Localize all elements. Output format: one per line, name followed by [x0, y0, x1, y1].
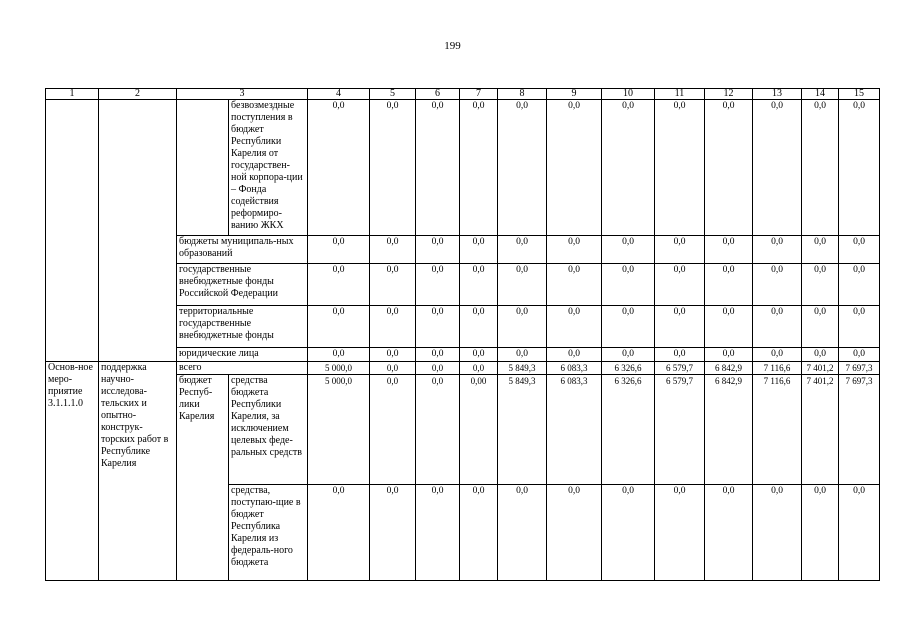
value-cell: 0,0 — [416, 236, 460, 264]
empty-cell — [177, 100, 229, 236]
header-cell: 14 — [802, 89, 839, 100]
row-label: юридические лица — [177, 348, 308, 362]
value-cell: 0,0 — [802, 485, 839, 581]
value-cell: 0,0 — [753, 100, 802, 236]
value-cell: 6 579,7 — [655, 375, 705, 485]
row-label: всего — [177, 362, 308, 375]
budget-label: бюджет Респуб-лики Карелия — [177, 375, 229, 581]
value-cell: 0,0 — [602, 306, 655, 348]
value-cell: 0,0 — [370, 306, 416, 348]
value-cell: 7 116,6 — [753, 375, 802, 485]
header-cell: 12 — [705, 89, 753, 100]
value-cell: 0,0 — [547, 236, 602, 264]
value-cell: 0,0 — [308, 100, 370, 236]
value-cell: 0,0 — [498, 100, 547, 236]
value-cell: 0,0 — [308, 264, 370, 306]
value-cell: 0,0 — [753, 236, 802, 264]
row-label: бюджеты муниципаль-ных образований — [177, 236, 308, 264]
value-cell: 0,0 — [547, 306, 602, 348]
value-cell: 0,0 — [498, 348, 547, 362]
value-cell: 0,0 — [705, 485, 753, 581]
value-cell: 0,0 — [802, 264, 839, 306]
value-cell: 0,0 — [655, 348, 705, 362]
value-cell: 7 116,6 — [753, 362, 802, 375]
value-cell: 0,0 — [705, 306, 753, 348]
empty-cell — [46, 100, 99, 362]
value-cell: 6 842,9 — [705, 375, 753, 485]
value-cell: 0,0 — [547, 100, 602, 236]
value-cell: 0,0 — [602, 485, 655, 581]
value-cell: 0,0 — [547, 348, 602, 362]
value-cell: 0,0 — [802, 348, 839, 362]
value-cell: 0,0 — [547, 485, 602, 581]
value-cell: 0,0 — [655, 485, 705, 581]
header-cell: 7 — [460, 89, 498, 100]
value-cell: 0,0 — [498, 236, 547, 264]
value-cell: 0,0 — [308, 348, 370, 362]
value-cell: 0,0 — [705, 264, 753, 306]
value-cell: 0,0 — [416, 100, 460, 236]
value-cell: 0,0 — [753, 485, 802, 581]
value-cell: 0,0 — [416, 306, 460, 348]
row-label: государственные внебюджетные фонды Российской Федерации — [177, 264, 308, 306]
value-cell: 0,0 — [416, 348, 460, 362]
header-cell: 2 — [99, 89, 177, 100]
value-cell: 0,0 — [839, 306, 880, 348]
value-cell: 0,0 — [839, 348, 880, 362]
header-cell: 3 — [177, 89, 308, 100]
value-cell: 0,0 — [547, 264, 602, 306]
header-cell: 4 — [308, 89, 370, 100]
value-cell: 0,0 — [460, 264, 498, 306]
value-cell: 0,0 — [802, 100, 839, 236]
value-cell: 5 000,0 — [308, 375, 370, 485]
value-cell: 0,0 — [370, 362, 416, 375]
header-cell: 11 — [655, 89, 705, 100]
value-cell: 0,0 — [370, 264, 416, 306]
value-cell: 0,0 — [416, 264, 460, 306]
table-row — [46, 100, 880, 236]
value-cell: 0,0 — [416, 375, 460, 485]
value-cell: 0,0 — [655, 306, 705, 348]
value-cell: 0,0 — [460, 100, 498, 236]
header-row — [46, 89, 880, 100]
value-cell: 0,00 — [460, 375, 498, 485]
budget-table — [45, 88, 880, 581]
header-cell: 5 — [370, 89, 416, 100]
value-cell: 0,0 — [370, 100, 416, 236]
value-cell: 5 000,0 — [308, 362, 370, 375]
value-cell: 0,0 — [370, 485, 416, 581]
value-cell: 6 083,3 — [547, 362, 602, 375]
value-cell: 0,0 — [308, 236, 370, 264]
value-cell: 0,0 — [802, 236, 839, 264]
value-cell: 0,0 — [460, 362, 498, 375]
header-cell: 13 — [753, 89, 802, 100]
value-cell: 0,0 — [498, 485, 547, 581]
value-cell: 0,0 — [602, 264, 655, 306]
value-cell: 0,0 — [498, 264, 547, 306]
header-cell: 15 — [839, 89, 880, 100]
value-cell: 0,0 — [602, 100, 655, 236]
value-cell: 6 842,9 — [705, 362, 753, 375]
value-cell: 7 697,3 — [839, 375, 880, 485]
value-cell: 7 401,2 — [802, 362, 839, 375]
value-cell: 0,0 — [839, 100, 880, 236]
value-cell: 0,0 — [460, 306, 498, 348]
value-cell: 0,0 — [308, 485, 370, 581]
value-cell: 0,0 — [705, 100, 753, 236]
value-cell: 0,0 — [753, 306, 802, 348]
value-cell: 0,0 — [655, 236, 705, 264]
page-number: 199 — [444, 40, 461, 52]
header-cell: 1 — [46, 89, 99, 100]
value-cell: 0,0 — [602, 348, 655, 362]
header-cell: 9 — [547, 89, 602, 100]
value-cell: 5 849,3 — [498, 362, 547, 375]
value-cell: 5 849,3 — [498, 375, 547, 485]
value-cell: 0,0 — [416, 485, 460, 581]
value-cell: 0,0 — [705, 236, 753, 264]
event-name: поддержка научно-исследова-тельских и опытно-конструк-торских работ в Республике Карелия — [99, 362, 177, 581]
value-cell: 0,0 — [753, 264, 802, 306]
value-cell: 6 083,3 — [547, 375, 602, 485]
value-cell: 6 579,7 — [655, 362, 705, 375]
value-cell: 0,0 — [655, 100, 705, 236]
value-cell: 0,0 — [370, 375, 416, 485]
value-cell: 0,0 — [460, 348, 498, 362]
header-cell: 8 — [498, 89, 547, 100]
value-cell: 0,0 — [416, 362, 460, 375]
value-cell: 0,0 — [370, 236, 416, 264]
row-label: средства, поступаю-щие в бюджет Республика Карелия из федераль-ного бюджета — [229, 485, 308, 581]
value-cell: 0,0 — [602, 236, 655, 264]
value-cell: 0,0 — [839, 236, 880, 264]
event-code: Основ-ное меро-приятие 3.1.1.1.0 — [46, 362, 99, 581]
value-cell: 6 326,6 — [602, 375, 655, 485]
value-cell: 0,0 — [308, 306, 370, 348]
value-cell: 7 401,2 — [802, 375, 839, 485]
value-cell: 0,0 — [839, 485, 880, 581]
value-cell: 0,0 — [705, 348, 753, 362]
value-cell: 0,0 — [498, 306, 547, 348]
value-cell: 0,0 — [802, 306, 839, 348]
row-label: средства бюджета Республики Карелия, за исключением целевых феде-ральных средств — [229, 375, 308, 485]
value-cell: 6 326,6 — [602, 362, 655, 375]
value-cell: 0,0 — [370, 348, 416, 362]
value-cell: 0,0 — [655, 264, 705, 306]
header-cell: 10 — [602, 89, 655, 100]
value-cell: 0,0 — [460, 485, 498, 581]
table-row — [46, 362, 880, 375]
value-cell: 7 697,3 — [839, 362, 880, 375]
empty-cell — [99, 100, 177, 362]
header-cell: 6 — [416, 89, 460, 100]
row-label: территориальные государственные внебюджетные фонды — [177, 306, 308, 348]
row-label: безвозмездные поступления в бюджет Республики Карелия от государствен-ной корпора-ции – Фонда содействия реформиро-ванию ЖКХ — [229, 100, 308, 236]
value-cell: 0,0 — [839, 264, 880, 306]
value-cell: 0,0 — [460, 236, 498, 264]
value-cell: 0,0 — [753, 348, 802, 362]
